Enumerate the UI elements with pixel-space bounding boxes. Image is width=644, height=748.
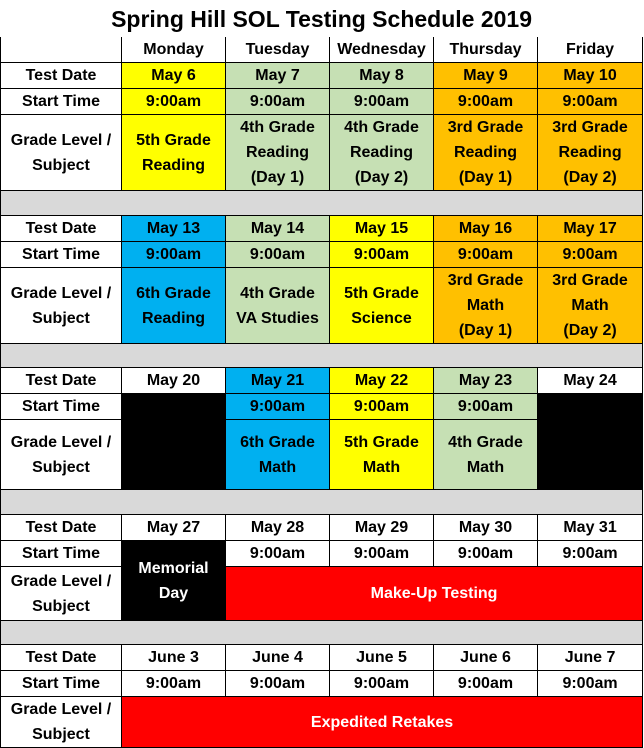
start-time-cell: 9:00am <box>226 394 330 420</box>
start-time-cell: 9:00am <box>330 671 434 697</box>
start-time-label: Start Time <box>1 541 122 567</box>
test-date-cell: June 5 <box>330 645 434 671</box>
grade-subject-label-text: Grade Level / Subject <box>10 433 112 476</box>
test-date-label: Test Date <box>1 63 122 89</box>
blocked-cell <box>122 394 226 490</box>
test-date-cell: May 30 <box>434 515 538 541</box>
day-header-wednesday: Wednesday <box>330 37 434 63</box>
test-date-cell: May 16 <box>434 216 538 242</box>
start-time-cell: 9:00am <box>330 541 434 567</box>
makeup-testing-banner: Make-Up Testing <box>226 567 643 621</box>
subject-text: 3rd Grade Math (Day 1) <box>447 272 524 339</box>
subject-cell <box>538 268 643 344</box>
subject-cell <box>330 268 434 344</box>
subject-text: 4th Grade VA Studies <box>236 284 319 327</box>
grade-subject-label <box>1 268 122 344</box>
test-date-cell: June 3 <box>122 645 226 671</box>
subject-text: 6th Grade Math <box>240 433 315 476</box>
expedited-retakes-banner: Expedited Retakes <box>122 697 643 748</box>
subject-text: 5th Grade Reading <box>136 131 211 174</box>
blocked-cell <box>538 394 643 490</box>
subject-text: 5th Grade Math <box>344 433 419 476</box>
test-date-cell: May 23 <box>434 368 538 394</box>
grade-subject-label <box>1 115 122 191</box>
test-date-cell: May 9 <box>434 63 538 89</box>
start-time-cell: 9:00am <box>434 671 538 697</box>
test-date-cell: May 27 <box>122 515 226 541</box>
start-time-cell: 9:00am <box>434 394 538 420</box>
subject-cell <box>226 115 330 191</box>
day-header-tuesday: Tuesday <box>226 37 330 63</box>
subject-text: 4th Grade Reading (Day 2) <box>344 119 419 186</box>
start-time-cell: 9:00am <box>330 89 434 115</box>
start-time-cell: 9:00am <box>226 541 330 567</box>
subject-cell <box>122 115 226 191</box>
test-date-label: Test Date <box>1 515 122 541</box>
day-header-thursday: Thursday <box>434 37 538 63</box>
start-time-label: Start Time <box>1 89 122 115</box>
holiday-text: Memorial Day <box>138 559 209 602</box>
subject-cell <box>434 420 538 490</box>
test-date-cell: June 7 <box>538 645 643 671</box>
start-time-cell: 9:00am <box>122 89 226 115</box>
subject-cell <box>122 268 226 344</box>
start-time-cell: 9:00am <box>122 671 226 697</box>
test-date-label: Test Date <box>1 216 122 242</box>
grade-subject-label <box>1 567 122 621</box>
holiday-cell <box>122 541 226 621</box>
start-time-cell: 9:00am <box>226 671 330 697</box>
grade-subject-label-text: Grade Level / Subject <box>10 284 112 327</box>
start-time-cell: 9:00am <box>330 394 434 420</box>
start-time-cell: 9:00am <box>538 89 643 115</box>
grade-subject-label-text: Grade Level / Subject <box>10 572 112 615</box>
test-date-label: Test Date <box>1 368 122 394</box>
test-date-cell: May 28 <box>226 515 330 541</box>
start-time-cell: 9:00am <box>226 242 330 268</box>
start-time-cell: 9:00am <box>434 242 538 268</box>
page-title: Spring Hill SOL Testing Schedule 2019 <box>111 5 532 32</box>
test-date-cell: May 10 <box>538 63 643 89</box>
header-corner <box>1 37 122 63</box>
test-date-cell: May 29 <box>330 515 434 541</box>
week-separator <box>1 490 643 515</box>
subject-text: 3rd Grade Reading (Day 1) <box>447 119 524 186</box>
subject-text: 6th Grade Reading <box>136 284 211 327</box>
test-date-cell: May 14 <box>226 216 330 242</box>
test-date-cell: May 6 <box>122 63 226 89</box>
start-time-cell: 9:00am <box>122 242 226 268</box>
subject-text: 3rd Grade Math (Day 2) <box>552 272 628 339</box>
subject-text: 5th Grade Science <box>344 284 419 327</box>
test-date-cell: May 17 <box>538 216 643 242</box>
subject-cell <box>330 115 434 191</box>
test-date-cell: May 24 <box>538 368 643 394</box>
day-header-monday: Monday <box>122 37 226 63</box>
start-time-label: Start Time <box>1 242 122 268</box>
start-time-cell: 9:00am <box>538 671 643 697</box>
start-time-cell: 9:00am <box>434 89 538 115</box>
test-date-cell: June 4 <box>226 645 330 671</box>
subject-cell <box>330 420 434 490</box>
start-time-cell: 9:00am <box>330 242 434 268</box>
grade-subject-label-text: Grade Level / Subject <box>10 131 112 174</box>
subject-text: 4th Grade Reading (Day 1) <box>240 119 315 186</box>
start-time-label: Start Time <box>1 394 122 420</box>
subject-cell <box>538 115 643 191</box>
test-date-cell: June 6 <box>434 645 538 671</box>
test-date-cell: May 21 <box>226 368 330 394</box>
test-date-cell: May 22 <box>330 368 434 394</box>
subject-text: 3rd Grade Reading (Day 2) <box>552 119 628 186</box>
subject-cell <box>434 268 538 344</box>
test-date-cell: May 8 <box>330 63 434 89</box>
grade-subject-label <box>1 697 122 748</box>
start-time-cell: 9:00am <box>538 541 643 567</box>
test-date-cell: May 31 <box>538 515 643 541</box>
subject-text: 4th Grade Math <box>448 433 523 476</box>
subject-cell <box>226 268 330 344</box>
start-time-label: Start Time <box>1 671 122 697</box>
start-time-cell: 9:00am <box>538 242 643 268</box>
test-date-cell: May 15 <box>330 216 434 242</box>
week-separator <box>1 621 643 645</box>
week-separator <box>1 191 643 216</box>
start-time-cell: 9:00am <box>434 541 538 567</box>
grade-subject-label-text: Grade Level / Subject <box>10 701 112 743</box>
test-date-cell: May 7 <box>226 63 330 89</box>
start-time-cell: 9:00am <box>226 89 330 115</box>
grade-subject-label <box>1 420 122 490</box>
test-date-cell: May 13 <box>122 216 226 242</box>
day-header-friday: Friday <box>538 37 643 63</box>
subject-cell <box>226 420 330 490</box>
test-date-label: Test Date <box>1 645 122 671</box>
subject-cell <box>434 115 538 191</box>
test-date-cell: May 20 <box>122 368 226 394</box>
week-separator <box>1 344 643 368</box>
